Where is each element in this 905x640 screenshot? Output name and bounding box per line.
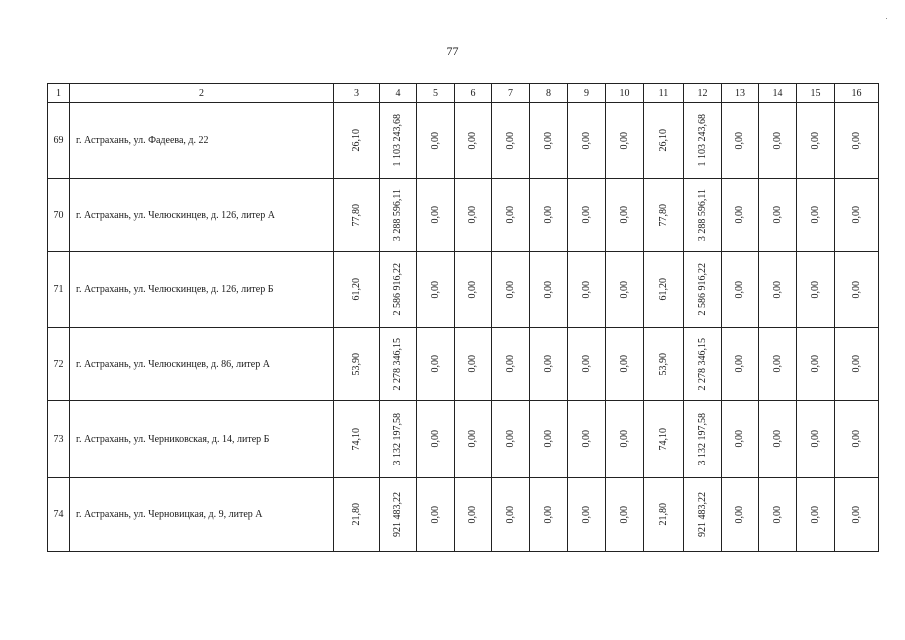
address-cell: г. Астрахань, ул. Челюскинцев, д. 126, литер Б (70, 252, 334, 328)
value-text: 0,00 (850, 355, 862, 373)
value-text: 0,00 (771, 505, 783, 524)
table-row (48, 252, 879, 328)
row-number-cell: 72 (48, 328, 70, 401)
value-cell-c8 (530, 252, 568, 328)
value-cell-c10 (606, 328, 644, 401)
table-row (48, 478, 879, 552)
value-text: 0,00 (809, 430, 821, 448)
value-cell-c12 (684, 478, 722, 552)
value-cell-c12 (684, 328, 722, 401)
value-text: 1 103 243,68 (696, 114, 708, 167)
address-cell: г. Астрахань, ул. Челюскинцев, д. 126, литер А (70, 179, 334, 252)
value-text: 21,80 (657, 503, 669, 526)
header-row (48, 84, 879, 103)
value-cell-c16 (835, 252, 879, 328)
value-cell-c13 (722, 252, 759, 328)
value-cell-c10 (606, 179, 644, 252)
value-cell-c14 (759, 478, 797, 552)
column-header-14: 14 (759, 84, 797, 103)
value-text: 0,00 (850, 430, 862, 448)
column-header-2: 2 (70, 84, 334, 103)
value-text: 0,00 (467, 206, 478, 224)
value-text: 0,00 (504, 355, 516, 373)
value-text: 0,00 (429, 280, 441, 299)
column-header-13: 13 (722, 84, 759, 103)
value-cell-c10 (606, 478, 644, 552)
value-cell-c5 (417, 328, 455, 401)
value-cell-c3 (334, 401, 380, 478)
value-cell-c10 (606, 103, 644, 179)
column-header-1: 1 (48, 84, 70, 103)
value-cell-c15 (797, 179, 835, 252)
value-text: 0,00 (504, 430, 516, 448)
value-text: 0,00 (429, 430, 441, 448)
value-cell-c5 (417, 103, 455, 179)
column-header-10: 10 (606, 84, 644, 103)
value-cell-c7 (492, 252, 530, 328)
value-cell-c5 (417, 252, 455, 328)
value-cell-c6 (455, 328, 492, 401)
value-text: 0,00 (850, 280, 862, 299)
value-text: 0,00 (618, 430, 630, 448)
value-text: 0,00 (771, 355, 783, 373)
value-text: 0,00 (542, 131, 554, 150)
value-cell-c3 (334, 103, 380, 179)
row-number-cell: 69 (48, 103, 70, 179)
column-header-5: 5 (417, 84, 455, 103)
value-text: 0,00 (809, 206, 821, 224)
value-cell-c4 (380, 401, 417, 478)
value-text: 921 483,22 (392, 492, 403, 537)
value-cell-c8 (530, 179, 568, 252)
value-cell-c8 (530, 478, 568, 552)
value-text: 0,00 (771, 131, 783, 150)
value-text: 0,00 (542, 206, 554, 224)
value-cell-c13 (722, 401, 759, 478)
value-cell-c6 (455, 103, 492, 179)
value-text: 0,00 (809, 131, 821, 150)
value-cell-c4 (380, 103, 417, 179)
value-text: 0,00 (580, 280, 592, 299)
value-text: 74,10 (657, 427, 669, 451)
value-cell-c14 (759, 103, 797, 179)
column-header-9: 9 (568, 84, 606, 103)
value-text: 61,20 (350, 278, 362, 301)
value-text: 0,00 (580, 355, 592, 373)
value-cell-c9 (568, 328, 606, 401)
value-cell-c12 (684, 401, 722, 478)
value-cell-c9 (568, 103, 606, 179)
value-text: 0,00 (580, 430, 592, 448)
value-cell-c14 (759, 179, 797, 252)
value-text: 0,00 (504, 131, 516, 150)
table-body (48, 103, 879, 552)
value-cell-c9 (568, 401, 606, 478)
value-text: 3 288 596,11 (696, 188, 708, 242)
row-number-cell: 70 (48, 179, 70, 252)
value-text: 2 586 916,22 (696, 263, 708, 316)
column-header-15: 15 (797, 84, 835, 103)
value-text: 2 586 916,22 (392, 263, 403, 316)
value-text: 0,00 (467, 280, 478, 299)
value-cell-c10 (606, 401, 644, 478)
value-text: 0,00 (809, 355, 821, 373)
value-text: 0,00 (429, 131, 441, 150)
value-cell-c6 (455, 179, 492, 252)
value-cell-c4 (380, 328, 417, 401)
value-cell-c11 (644, 103, 684, 179)
value-cell-c12 (684, 252, 722, 328)
value-cell-c11 (644, 252, 684, 328)
value-text: 0,00 (580, 505, 592, 524)
value-text: 0,00 (734, 131, 745, 150)
value-cell-c16 (835, 401, 879, 478)
value-cell-c8 (530, 103, 568, 179)
value-cell-c5 (417, 179, 455, 252)
value-cell-c16 (835, 478, 879, 552)
value-cell-c9 (568, 478, 606, 552)
value-text: 0,00 (734, 280, 745, 299)
value-text: 53,90 (657, 352, 669, 376)
value-text: 0,00 (850, 206, 862, 224)
value-text: 0,00 (850, 505, 862, 524)
value-text: 0,00 (850, 131, 862, 150)
value-cell-c7 (492, 478, 530, 552)
value-text: 3 132 197,58 (392, 412, 403, 466)
value-text: 0,00 (809, 505, 821, 524)
value-cell-c8 (530, 328, 568, 401)
value-cell-c3 (334, 179, 380, 252)
value-text: 0,00 (771, 430, 783, 448)
value-cell-c16 (835, 328, 879, 401)
row-number-cell: 74 (48, 478, 70, 552)
value-cell-c12 (684, 179, 722, 252)
value-text: 21,80 (350, 503, 362, 526)
value-cell-c8 (530, 401, 568, 478)
table-row (48, 401, 879, 478)
value-cell-c11 (644, 328, 684, 401)
value-text: 0,00 (429, 505, 441, 524)
value-cell-c5 (417, 401, 455, 478)
table-row (48, 179, 879, 252)
value-text: 0,00 (542, 505, 554, 524)
page-number: 77 (446, 44, 459, 58)
value-cell-c11 (644, 401, 684, 478)
value-cell-c13 (722, 103, 759, 179)
value-text: 0,00 (504, 280, 516, 299)
value-text: 61,20 (657, 278, 669, 301)
value-cell-c3 (334, 478, 380, 552)
value-cell-c4 (380, 179, 417, 252)
value-text: 0,00 (618, 355, 630, 373)
address-cell: г. Астрахань, ул. Черновицкая, д. 9, литер А (70, 478, 334, 552)
value-cell-c15 (797, 103, 835, 179)
value-cell-c4 (380, 478, 417, 552)
value-cell-c15 (797, 478, 835, 552)
column-header-16: 16 (835, 84, 879, 103)
value-text: 2 278 346,15 (392, 337, 403, 391)
column-header-11: 11 (644, 84, 684, 103)
value-cell-c16 (835, 179, 879, 252)
value-text: 0,00 (618, 131, 630, 150)
value-text: 0,00 (467, 131, 478, 150)
value-text: 1 103 243,68 (392, 114, 403, 167)
value-cell-c11 (644, 179, 684, 252)
value-text: 0,00 (429, 206, 441, 224)
value-text: 0,00 (734, 355, 745, 373)
value-cell-c7 (492, 179, 530, 252)
value-cell-c13 (722, 179, 759, 252)
value-text: 921 483,22 (696, 492, 708, 537)
value-text: 0,00 (734, 505, 745, 524)
value-cell-c7 (492, 328, 530, 401)
column-header-4: 4 (380, 84, 417, 103)
value-cell-c3 (334, 252, 380, 328)
column-header-3: 3 (334, 84, 380, 103)
value-text: 0,00 (734, 206, 745, 224)
value-cell-c9 (568, 252, 606, 328)
value-text: 0,00 (771, 206, 783, 224)
value-text: 0,00 (504, 206, 516, 224)
value-cell-c6 (455, 401, 492, 478)
value-text: 0,00 (467, 355, 478, 373)
value-text: 0,00 (504, 505, 516, 524)
value-cell-c12 (684, 103, 722, 179)
value-cell-c15 (797, 401, 835, 478)
value-text: 0,00 (580, 131, 592, 150)
scan-speck (886, 18, 887, 19)
value-text: 26,10 (657, 129, 669, 152)
value-text: 0,00 (771, 280, 783, 299)
address-cell: г. Астрахань, ул. Черниковская, д. 14, литер Б (70, 401, 334, 478)
value-text: 0,00 (542, 355, 554, 373)
value-cell-c4 (380, 252, 417, 328)
value-text: 74,10 (350, 427, 362, 451)
value-text: 0,00 (429, 355, 441, 373)
value-text: 0,00 (467, 505, 478, 524)
value-text: 0,00 (542, 280, 554, 299)
value-cell-c10 (606, 252, 644, 328)
column-header-6: 6 (455, 84, 492, 103)
address-cell: г. Астрахань, ул. Фадеева, д. 22 (70, 103, 334, 179)
value-text: 0,00 (618, 505, 630, 524)
value-text: 77,80 (350, 203, 362, 227)
value-text: 0,00 (618, 206, 630, 224)
value-text: 53,90 (350, 352, 362, 376)
value-text: 0,00 (618, 280, 630, 299)
value-text: 26,10 (350, 129, 362, 152)
value-cell-c13 (722, 328, 759, 401)
value-cell-c6 (455, 478, 492, 552)
table-row (48, 328, 879, 401)
table-row (48, 103, 879, 179)
row-number-cell: 71 (48, 252, 70, 328)
value-cell-c3 (334, 328, 380, 401)
value-cell-c7 (492, 103, 530, 179)
value-text: 77,80 (657, 203, 669, 227)
value-text: 0,00 (580, 206, 592, 224)
value-cell-c15 (797, 252, 835, 328)
address-cell: г. Астрахань, ул. Челюскинцев, д. 86, литер А (70, 328, 334, 401)
value-cell-c15 (797, 328, 835, 401)
column-header-8: 8 (530, 84, 568, 103)
value-text: 0,00 (542, 430, 554, 448)
value-cell-c13 (722, 478, 759, 552)
value-cell-c6 (455, 252, 492, 328)
data-table (47, 83, 879, 552)
value-cell-c14 (759, 328, 797, 401)
value-cell-c7 (492, 401, 530, 478)
value-cell-c16 (835, 103, 879, 179)
value-text: 3 288 596,11 (392, 188, 403, 242)
value-text: 0,00 (734, 430, 745, 448)
value-cell-c5 (417, 478, 455, 552)
column-header-12: 12 (684, 84, 722, 103)
value-text: 0,00 (809, 280, 821, 299)
value-cell-c9 (568, 179, 606, 252)
value-text: 3 132 197,58 (696, 412, 708, 466)
row-number-cell: 73 (48, 401, 70, 478)
value-cell-c14 (759, 401, 797, 478)
value-text: 0,00 (467, 430, 478, 448)
value-text: 2 278 346,15 (696, 337, 708, 391)
value-cell-c14 (759, 252, 797, 328)
value-cell-c11 (644, 478, 684, 552)
column-header-7: 7 (492, 84, 530, 103)
